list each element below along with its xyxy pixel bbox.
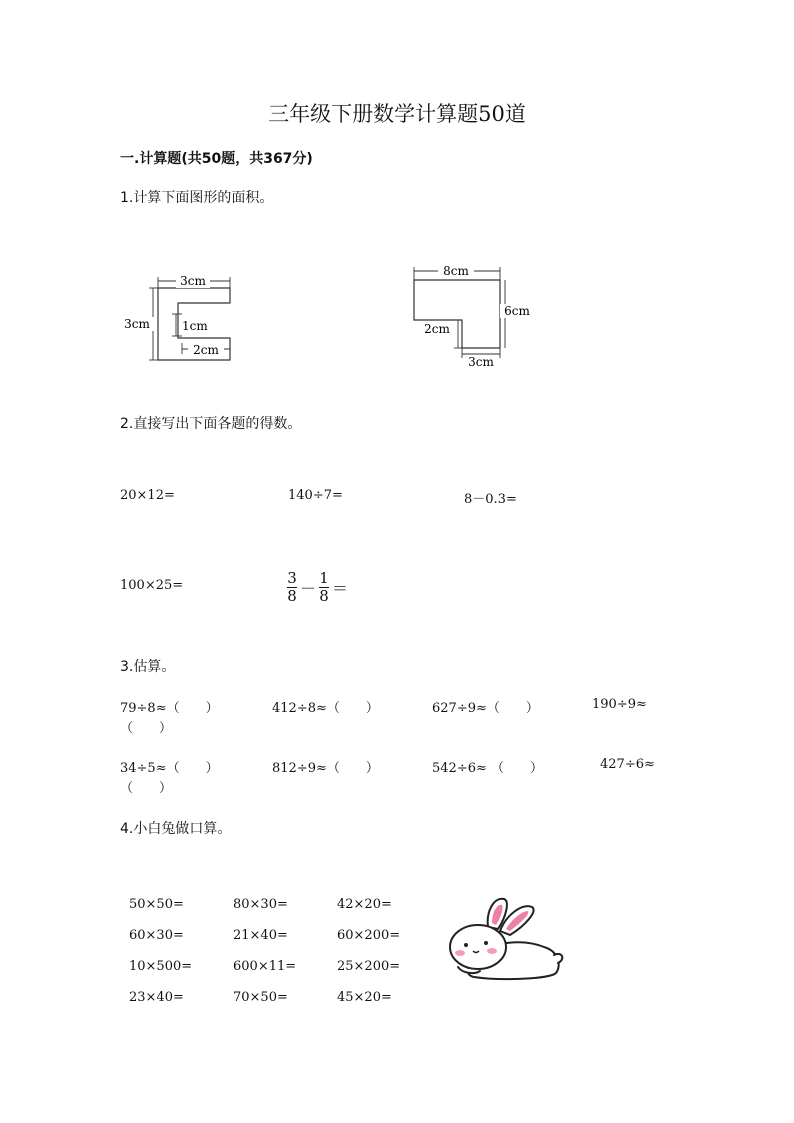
q4-item: 45×20= (337, 990, 392, 1005)
q4-item: 25×200= (337, 959, 401, 974)
q3-item: 542÷6≈ （ ） (432, 761, 544, 776)
q4-item: 10×500= (129, 959, 193, 974)
q2-item: 140÷7= (288, 488, 343, 503)
fig1-bottom-label: 2cm (193, 343, 219, 357)
question-3-label: 3.估算。 (120, 659, 176, 675)
question-4-label: 4.小白兔做口算。 (120, 821, 232, 837)
fig2-left-label: 2cm (424, 322, 450, 336)
figure-1-c-shape (120, 270, 250, 370)
q2-item: 8－0.3= (464, 492, 517, 507)
fig1-top-label: 3cm (180, 274, 206, 288)
q4-item: 80×30= (233, 897, 288, 912)
q3-item-wrap: （ ） (120, 721, 173, 736)
q4-item: 60×30= (129, 928, 184, 943)
fig1-left-label: 3cm (124, 317, 150, 331)
fraction-b-numerator: 1 (319, 569, 329, 587)
q4-item: 60×200= (337, 928, 401, 943)
page-title: 三年级下册数学计算题50道 (268, 102, 526, 126)
q3-item: 427÷6≈ (600, 757, 655, 772)
question-1-label: 1.计算下面图形的面积。 (120, 190, 274, 206)
q3-item: 34÷5≈（ ） (120, 761, 219, 776)
fraction-b (319, 571, 329, 604)
fraction-a (287, 571, 297, 604)
q4-item: 70×50= (233, 990, 288, 1005)
q4-item: 50×50= (129, 897, 184, 912)
q3-item: 190÷9≈ (592, 697, 647, 712)
q4-item: 42×20= (337, 897, 392, 912)
q4-item: 21×40= (233, 928, 288, 943)
equals-sign: ＝ (332, 579, 349, 598)
fig2-bottom-label: 3cm (468, 355, 494, 369)
fig1-inner-label: 1cm (182, 319, 208, 333)
section-heading: 一.计算题(共50题，共367分) (120, 151, 313, 167)
fig2-top-label: 8cm (443, 264, 469, 278)
fraction-b-denominator: 8 (319, 587, 329, 605)
fraction-a-numerator: 3 (287, 569, 297, 587)
q2-item: 100×25= (120, 578, 184, 593)
q3-item: 79÷8≈（ ） (120, 701, 219, 716)
q2-item: 20×12= (120, 488, 175, 503)
fraction-a-denominator: 8 (287, 587, 297, 605)
q3-item: 412÷8≈（ ） (272, 701, 379, 716)
q3-item: 627÷9≈（ ） (432, 701, 539, 716)
question-2-label: 2.直接写出下面各题的得数。 (120, 416, 302, 432)
minus-sign: － (300, 579, 317, 598)
figure-2-l-shape (410, 262, 540, 372)
rabbit-icon (440, 893, 570, 985)
fig2-right-label: 6cm (504, 304, 530, 318)
q2-fraction-expression (287, 571, 351, 604)
q4-item: 600×11= (233, 959, 297, 974)
q4-item: 23×40= (129, 990, 184, 1005)
q3-item-wrap: （ ） (120, 781, 173, 796)
q3-item: 812÷9≈（ ） (272, 761, 379, 776)
